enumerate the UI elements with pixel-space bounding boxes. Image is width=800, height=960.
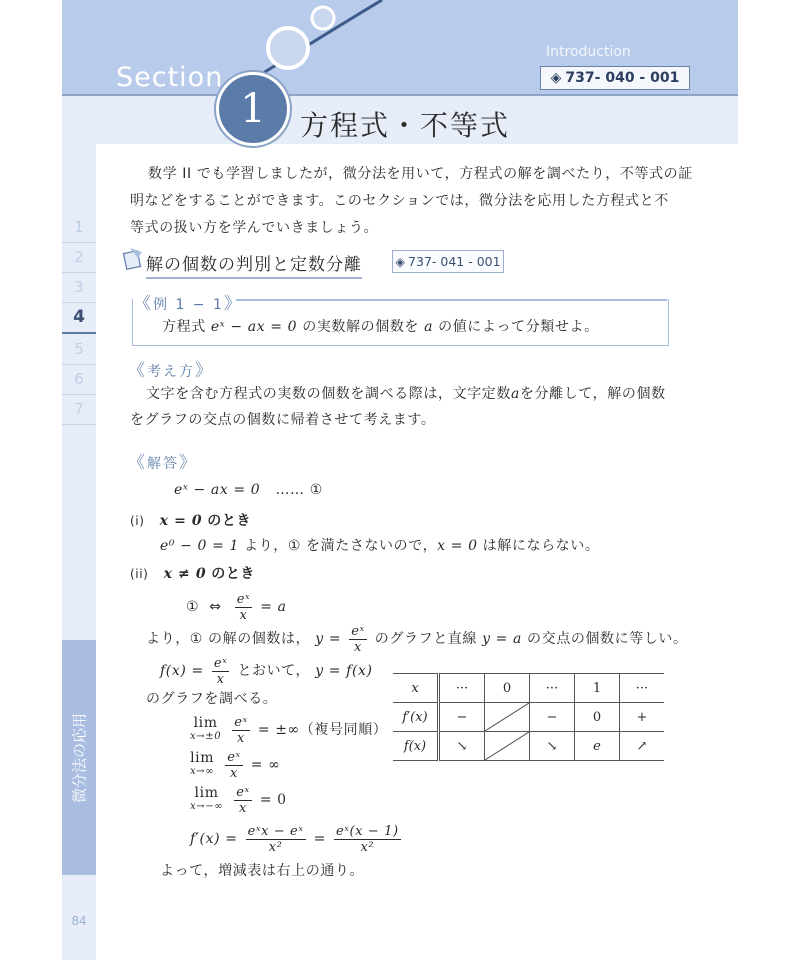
fraction-denominator: x xyxy=(238,800,247,816)
table-cell: ↗ xyxy=(620,732,665,761)
table-cell: ↘ xyxy=(439,732,485,761)
fraction-ex-over-x-3 xyxy=(212,656,230,687)
fraction-ex-over-x-2 xyxy=(349,624,367,655)
limit-2 xyxy=(190,747,280,783)
sidebar-tab-4[interactable]: 4 xyxy=(62,302,96,334)
case-1-text-a: より，① を満たさないので， xyxy=(244,538,438,554)
approach-line-1b: を分離して，解の個数 xyxy=(519,386,666,402)
case-1-heading xyxy=(130,508,251,535)
equiv-right: = a xyxy=(260,599,287,615)
table-row xyxy=(393,732,664,761)
fraction-ex-over-x-4 xyxy=(232,715,250,746)
left-bracket-icon: 《 xyxy=(128,453,147,473)
fraction-numerator: eˣ xyxy=(351,623,365,639)
sidebar-tab-1[interactable]: 1 xyxy=(62,212,96,243)
table-cell: e xyxy=(575,732,620,761)
fraction-denominator: x xyxy=(239,607,248,623)
left-bracket-icon: 《 xyxy=(134,294,153,314)
intersection-text-b: のグラフと直線 xyxy=(374,631,477,647)
table-cell: 0 xyxy=(485,674,530,703)
table-cell: − xyxy=(530,703,575,732)
table-cell: f(x) xyxy=(393,732,439,761)
sidebar-tab-3[interactable]: 3 xyxy=(62,272,96,303)
case-1-label: (i) xyxy=(130,514,145,528)
case-1-condition: x = 0 xyxy=(159,513,203,529)
bookmark-icon xyxy=(122,246,144,270)
case-2-tail: のとき xyxy=(211,566,256,582)
example-equation: eˣ − ax = 0 xyxy=(210,319,298,335)
section-title: 方程式・不等式 xyxy=(300,109,511,142)
right-bracket-icon: 》 xyxy=(223,294,243,314)
fraction-numerator: eˣ xyxy=(236,784,250,800)
limit-operator xyxy=(190,717,221,743)
subsection-code-box xyxy=(392,250,504,273)
conclusion: よって，増減表は右上の通り。 xyxy=(160,863,365,879)
equivalence-line xyxy=(186,590,287,624)
lim-subscript: x→±0 xyxy=(190,731,222,742)
example-label-tag xyxy=(134,289,243,314)
sidebar-tab-2[interactable]: 2 xyxy=(62,242,96,273)
right-bracket-icon: 》 xyxy=(195,361,214,381)
case-1-body xyxy=(160,533,599,560)
equation-1-ref: …… ① xyxy=(275,482,323,498)
approach-label: 考え方 xyxy=(147,364,195,380)
case-1-text-b: は解にならない。 xyxy=(482,538,600,554)
fraction-numerator: eˣ xyxy=(236,591,251,607)
case-2-heading xyxy=(130,561,255,588)
section-number: 1 xyxy=(216,72,290,146)
diagonal-slash xyxy=(485,703,529,731)
approach-label-tag xyxy=(128,356,214,381)
table-cell: 0 xyxy=(575,703,620,732)
diamond-icon: ◈ xyxy=(550,70,562,86)
limit-1-value: = ±∞ xyxy=(257,722,300,738)
example-label: 例 1 − 1 xyxy=(153,297,224,313)
example-box-rule xyxy=(236,299,667,301)
lim-word: lim xyxy=(190,750,215,766)
approach-line-1a: 文字を含む方程式の実数の個数を調べる際は，文字定数 xyxy=(146,386,511,402)
solution-equation-1 xyxy=(174,477,323,504)
intersection-y: y = xyxy=(315,631,342,647)
subsection-code: 737- 041 - 001 xyxy=(408,254,501,269)
subsection-title: 解の個数の判別と定数分離 xyxy=(146,250,362,279)
table-cell: ··· xyxy=(530,674,575,703)
lim-subscript: x→∞ xyxy=(190,766,215,777)
example-var: a xyxy=(424,319,434,335)
approach-var: a xyxy=(511,386,520,402)
sidebar-tab-5[interactable]: 5 xyxy=(62,334,96,365)
fx-definition-line-2: のグラフを調べる。 xyxy=(146,691,278,707)
diamond-icon: ◈ xyxy=(395,254,406,269)
derivative-fraction-1 xyxy=(246,824,306,855)
table-cell-undefined xyxy=(485,703,530,732)
intersection-ya: y = a xyxy=(482,631,522,647)
limit-1 xyxy=(190,712,387,748)
derivative-denominator-1: x² xyxy=(268,839,283,855)
table-cell: − xyxy=(439,703,485,732)
lim-word: lim xyxy=(193,715,218,731)
derivative-fraction-2 xyxy=(334,824,401,855)
left-bracket-icon: 《 xyxy=(128,361,147,381)
sidebar-tab-6[interactable]: 6 xyxy=(62,364,96,395)
solution-label-tag xyxy=(128,448,198,473)
fx-text: とおいて， xyxy=(237,663,311,679)
table-cell: ··· xyxy=(620,674,665,703)
chapter-label: 微分法の応用 xyxy=(70,712,89,803)
introduction-label: Introduction xyxy=(546,44,631,60)
intersection-line xyxy=(146,622,688,656)
solution-label: 解答 xyxy=(147,456,179,472)
equation-1: eˣ − ax = 0 xyxy=(174,482,261,498)
lim-subscript: x→−∞ xyxy=(190,801,224,812)
fraction-ex-over-x-5 xyxy=(225,750,243,781)
case-2-condition: x ≠ 0 xyxy=(163,566,207,582)
table-cell: x xyxy=(393,674,439,703)
derivative-line xyxy=(190,820,404,858)
fx-definition-line xyxy=(160,654,373,688)
intro-line-3: 等式の扱い方を学んでいきましょう。 xyxy=(130,220,379,236)
derivative-left: f′(x) = xyxy=(190,831,238,847)
table-row xyxy=(393,674,664,703)
limit-3-value: = 0 xyxy=(259,792,287,808)
example-text-suffix: の値によって分類せよ。 xyxy=(438,319,599,335)
equiv-left: ① xyxy=(186,599,200,615)
fraction-ex-over-x-6 xyxy=(234,785,252,816)
case-1-math: e⁰ − 0 = 1 xyxy=(160,538,239,554)
fraction-numerator: eˣ xyxy=(234,714,248,730)
limit-1-note: （複号同順） xyxy=(299,722,388,738)
chapter-label-bar xyxy=(62,640,96,875)
limit-2-value: = ∞ xyxy=(250,757,281,773)
fraction-numerator: eˣ xyxy=(213,655,228,671)
case-1-math-2: x = 0 xyxy=(437,538,478,554)
table-cell: f′(x) xyxy=(393,703,439,732)
fraction-ex-over-x xyxy=(235,592,253,623)
intro-line-1: 数学 II でも学習しましたが，微分法を用いて，方程式の解を調べたり，不等式の証 xyxy=(148,166,693,182)
limit-3 xyxy=(190,782,287,818)
fraction-denominator: x xyxy=(230,765,238,781)
approach-line-1 xyxy=(146,381,666,408)
table-row xyxy=(393,703,664,732)
sidebar-tab-7[interactable]: 7 xyxy=(62,394,96,425)
intro-line-2: 明などをすることができます。このセクションでは，微分法を応用した方程式と不 xyxy=(130,193,669,209)
introduction-code-box xyxy=(540,66,690,90)
fx-y: y = f(x) xyxy=(315,663,373,679)
derivative-numerator-2: eˣ(x − 1) xyxy=(336,823,399,839)
increase-decrease-table xyxy=(393,673,664,761)
limit-operator xyxy=(190,752,214,778)
diagonal-slash xyxy=(485,732,529,760)
section-word: Section xyxy=(116,62,224,93)
table-cell: ↘ xyxy=(530,732,575,761)
approach-line-2: をグラフの交点の個数に帰着させて考えます。 xyxy=(130,412,436,428)
derivative-numerator-1: eˣx − eˣ xyxy=(247,823,304,839)
example-text-mid: の実数解の個数を xyxy=(302,319,420,335)
case-2-label: (ii) xyxy=(130,567,149,581)
intersection-text-a: より，① の解の個数は， xyxy=(146,631,311,647)
fx-left: f(x) = xyxy=(160,663,204,679)
fraction-denominator: x xyxy=(237,730,245,746)
fraction-denominator: x xyxy=(216,671,225,687)
table-cell: + xyxy=(620,703,665,732)
example-problem xyxy=(162,314,599,341)
equiv-symbol: ⇔ xyxy=(209,599,222,615)
right-bracket-icon: 》 xyxy=(179,453,198,473)
table-cell-undefined xyxy=(485,732,530,761)
page-number: 84 xyxy=(71,914,87,928)
table-cell: 1 xyxy=(575,674,620,703)
case-1-tail: のとき xyxy=(207,513,252,529)
derivative-equals: = xyxy=(313,831,326,847)
example-text-prefix: 方程式 xyxy=(162,319,206,335)
limit-operator xyxy=(190,787,223,813)
fraction-numerator: eˣ xyxy=(227,749,241,765)
intersection-text-c: の交点の個数に等しい。 xyxy=(527,631,688,647)
introduction-code: 737- 040 - 001 xyxy=(565,70,680,86)
table-cell: ··· xyxy=(439,674,485,703)
derivative-denominator-2: x² xyxy=(360,839,375,855)
lim-word: lim xyxy=(194,785,219,801)
fraction-denominator: x xyxy=(354,639,362,655)
